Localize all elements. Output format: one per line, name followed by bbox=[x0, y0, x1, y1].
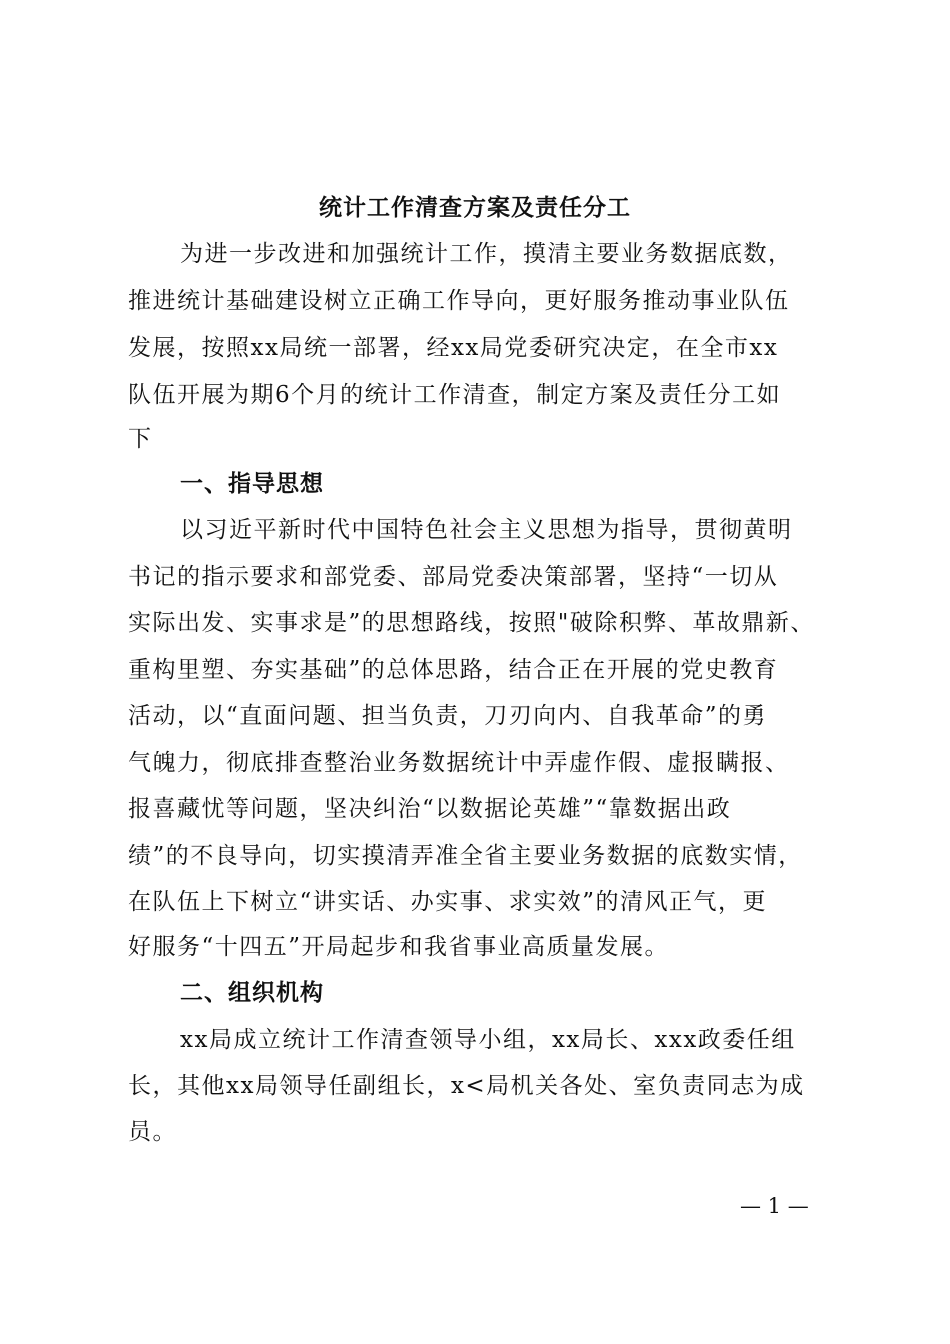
section1-line: 活动，以“直面问题、担当负责，刀刃向内、自我革命”的勇 bbox=[128, 703, 768, 729]
section1-line: 以习近平新时代中国特色社会主义思想为指导，贯彻黄明 bbox=[180, 517, 793, 543]
intro-line: 下 bbox=[128, 426, 153, 452]
section1-line: 气魄力，彻底排查整治业务数据统计中弄虚作假、虚报瞒报、 bbox=[128, 750, 790, 776]
section2-line: 长，其他xx局领导任副组长，x<局机关各处、室负责同志为成 bbox=[128, 1073, 805, 1099]
section1-line: 书记的指示要求和部党委、部局党委决策部署，坚持“一切从 bbox=[128, 564, 779, 590]
intro-line: 发展，按照xx局统一部署，经xx局党委研究决定，在全市xx bbox=[128, 335, 779, 361]
document-title: 统计工作清查方案及责任分工 bbox=[319, 194, 631, 221]
intro-line: 推进统计基础建设树立正确工作导向，更好服务推动事业队伍 bbox=[128, 288, 790, 314]
section2-line: 员。 bbox=[128, 1119, 177, 1145]
page-number: — 1 — bbox=[740, 1194, 809, 1218]
section1-line: 报喜藏忧等问题，坚决纠治“以数据论英雄”“靠数据出政 bbox=[128, 796, 732, 822]
intro-line: 为进一步改进和加强统计工作，摸清主要业务数据底数， bbox=[180, 241, 793, 267]
section1-line: 实际出发、实事求是”的思想路线，按照"破除积弊、革故鼎新、 bbox=[128, 610, 815, 636]
section1-line: 好服务“十四五”开局起步和我省事业高质量发展。 bbox=[128, 934, 670, 960]
section1-line: 绩”的不良导向，切实摸清弄准全省主要业务数据的底数实情， bbox=[128, 843, 803, 869]
section1-line: 在队伍上下树立“讲实话、办实事、求实效”的清风正气，更 bbox=[128, 889, 768, 915]
intro-line: 队伍开展为期6个月的统计工作清查，制定方案及责任分工如 bbox=[128, 382, 782, 408]
section-heading-guiding-ideology: 一、指导思想 bbox=[180, 471, 324, 497]
section1-line: 重构里塑、夯实基础”的总体思路，结合正在开展的党史教育 bbox=[128, 657, 779, 683]
section2-line: xx局成立统计工作清查领导小组，xx局长、xxx政委任组 bbox=[180, 1027, 796, 1053]
section-heading-organization: 二、组织机构 bbox=[180, 980, 324, 1006]
